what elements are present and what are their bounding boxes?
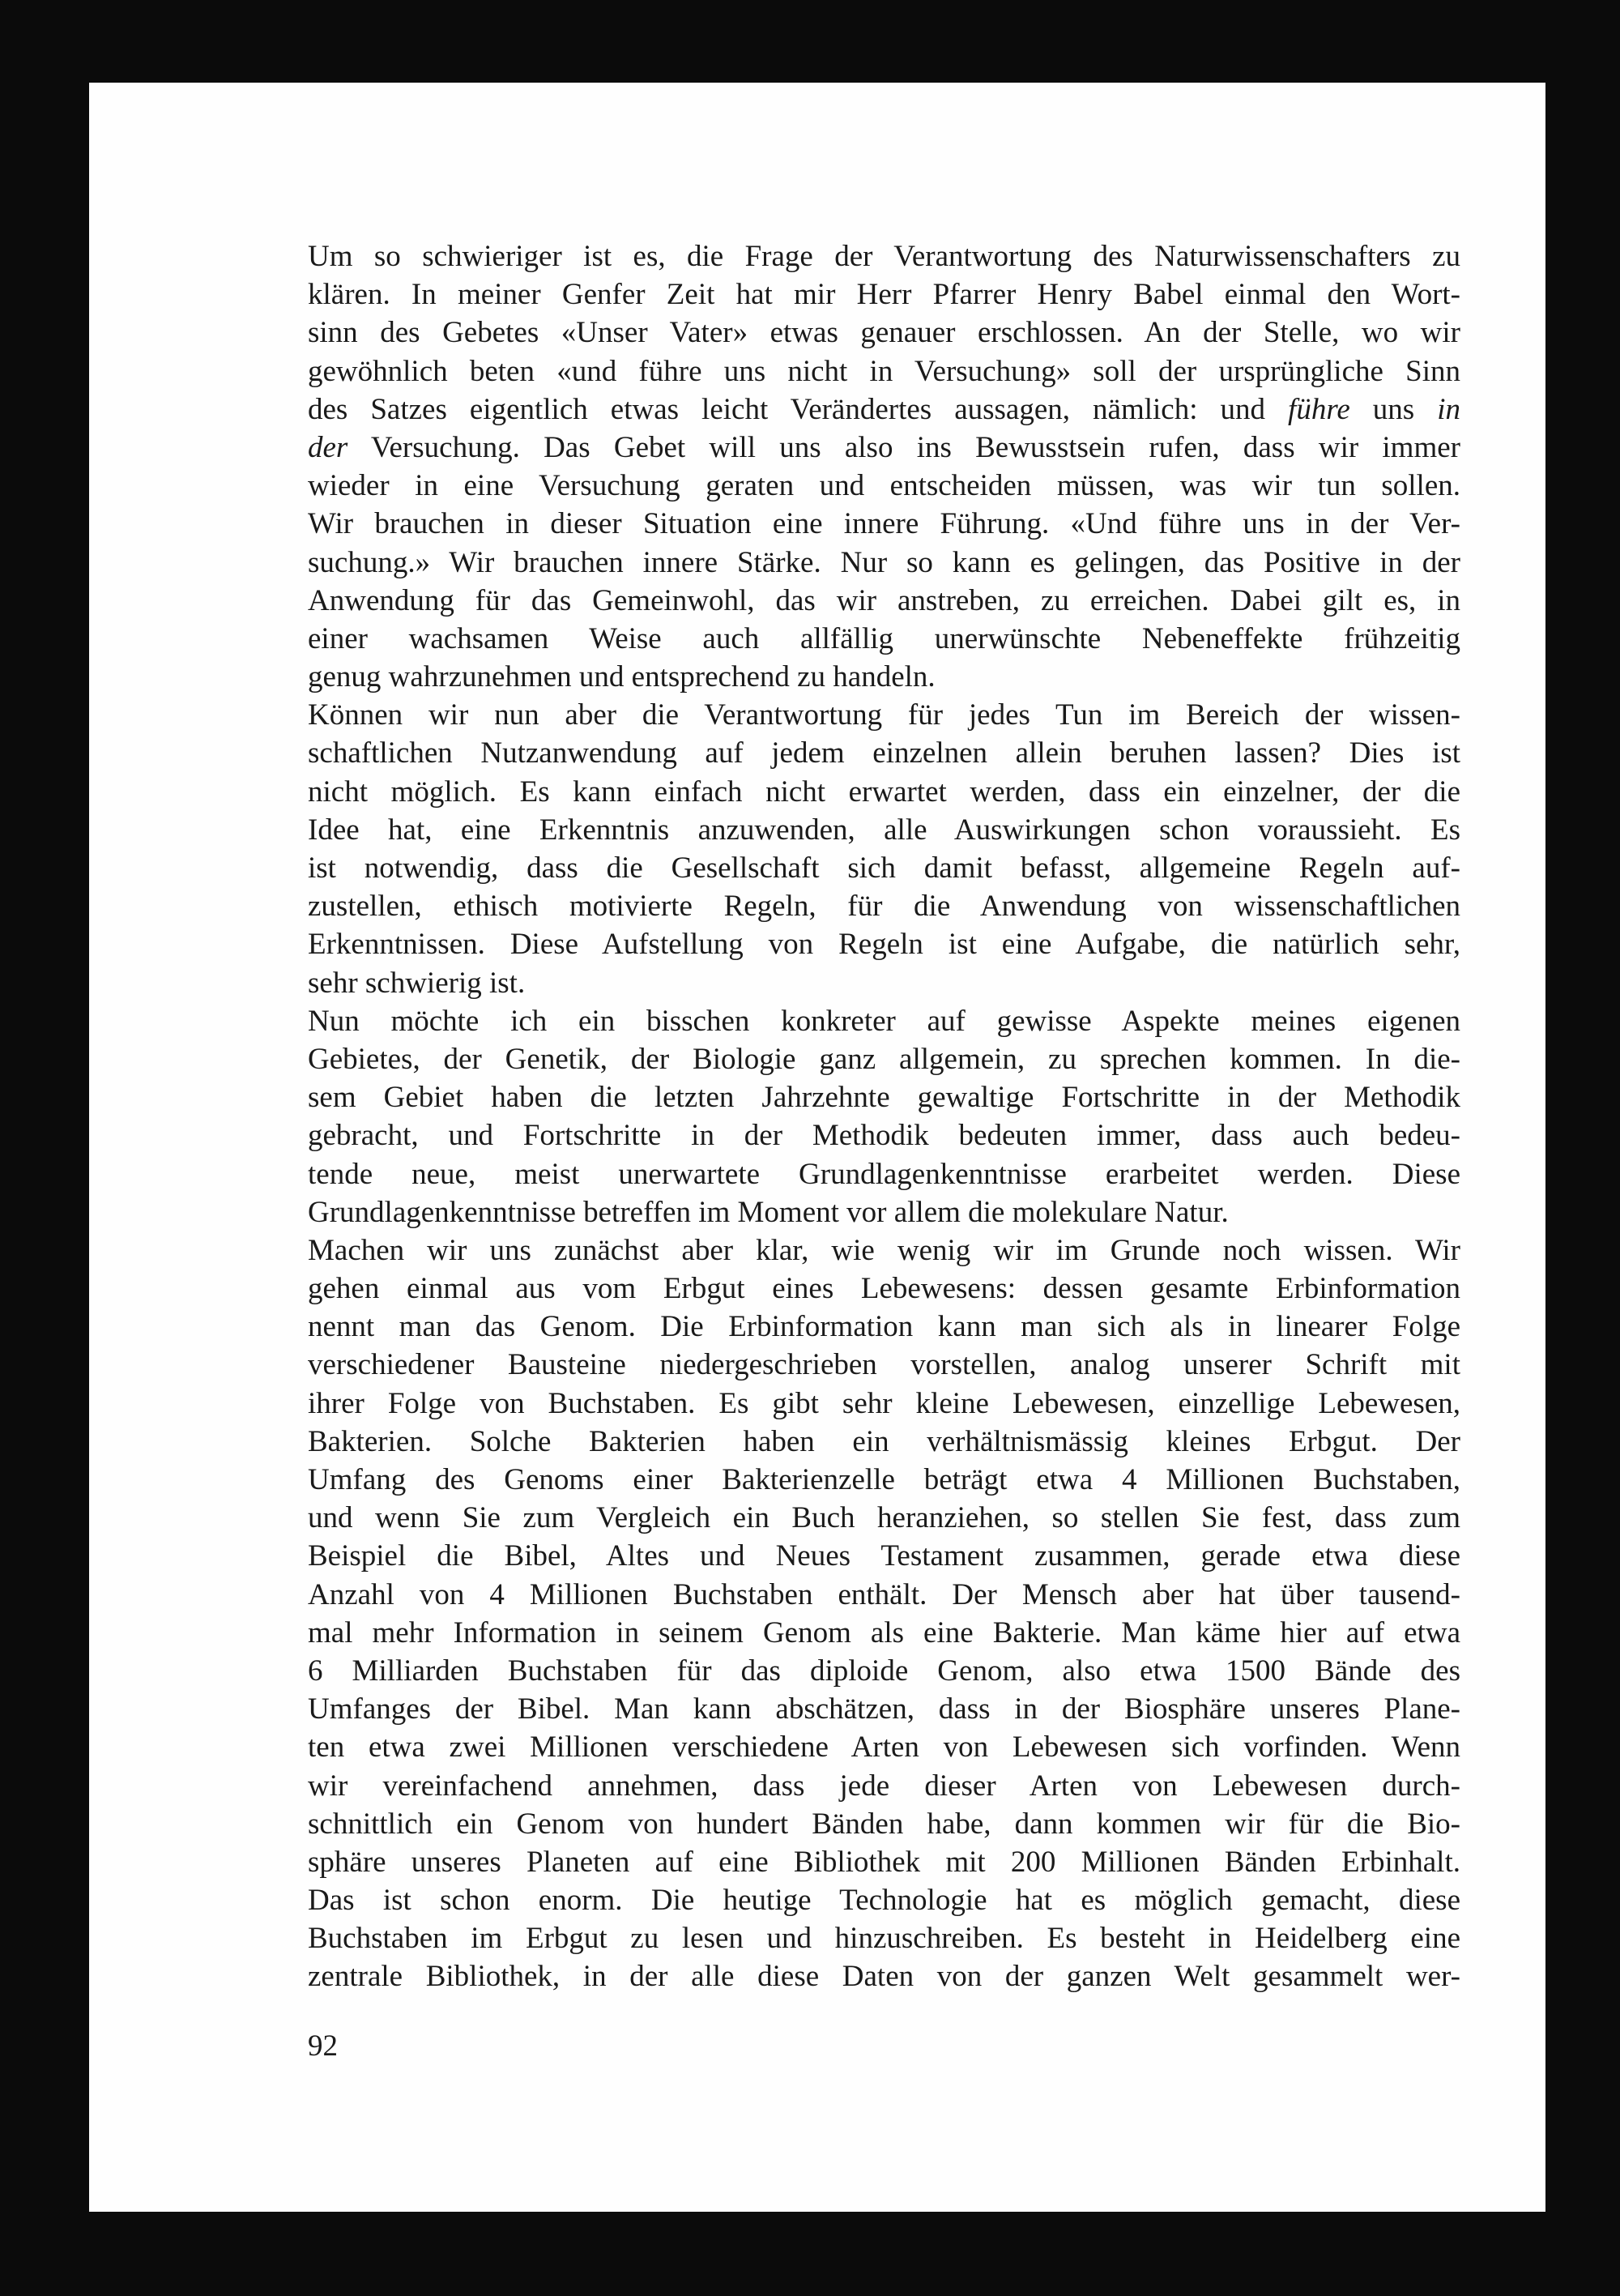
text-line	[308, 887, 1460, 925]
text-segment: Das ist schon enorm. Die heutige Technologie hat es möglich gemacht, diese	[308, 1884, 1460, 1918]
text-segment: Machen wir uns zunächst aber klar, wie wenig wir im Grunde noch wissen. Wir	[308, 1233, 1460, 1267]
italic-text: in	[1437, 392, 1460, 426]
text-segment: 6 Milliarden Buchstaben für das diploide Genom, also etwa 1500 Bände des	[308, 1654, 1460, 1688]
text-segment: nicht möglich. Es kann einfach nicht erwartet werden, dass ein einzelner, der die	[308, 775, 1460, 809]
text-line	[308, 1116, 1460, 1154]
text-segment: uns	[1349, 392, 1438, 426]
text-segment: mal mehr Information in seinem Genom als eine Bakterie. Man käme hier auf etwa	[308, 1615, 1460, 1649]
text-segment: Beispiel die Bibel, Altes und Neues Testament zusammen, gerade etwa diese	[308, 1539, 1460, 1573]
text-line	[308, 314, 1460, 352]
text-segment: und wenn Sie zum Vergleich ein Buch heranziehen, so stellen Sie fest, dass zum	[308, 1501, 1460, 1535]
text-line	[308, 1805, 1460, 1843]
text-segment: Gebietes, der Genetik, der Biologie ganz allgemein, zu sprechen kommen. In die-	[308, 1042, 1460, 1076]
text-segment: verschiedener Bausteine niedergeschrieben vorstellen, analog unserer Schrift mit	[308, 1348, 1460, 1382]
text-segment: ist notwendig, dass die Gesellschaft sich damit befasst, allgemeine Regeln auf-	[308, 851, 1460, 885]
text-segment: ten etwa zwei Millionen verschiedene Arten von Lebewesen sich vorfinden. Wenn	[308, 1731, 1460, 1765]
text-segment: Umfanges der Bibel. Man kann abschätzen, dass in der Biosphäre unseres Plane-	[308, 1692, 1460, 1726]
text-segment: sem Gebiet haben die letzten Jahrzehnte gewaltige Fortschritte in der Methodik	[308, 1081, 1460, 1115]
text-line	[308, 1423, 1460, 1461]
text-segment: Grundlagenkenntnisse betreffen im Moment vor allem die molekulare Natur.	[308, 1195, 1229, 1229]
body-text	[308, 237, 1460, 1996]
text-segment: zustellen, ethisch motivierte Regeln, für die Anwendung von wissenschaftlichen	[308, 890, 1460, 924]
text-line	[308, 1652, 1460, 1690]
text-line	[308, 1078, 1460, 1116]
text-segment: schaftlichen Nutzanwendung auf jedem einzelnen allein beruhen lassen? Dies ist	[308, 736, 1460, 770]
text-line	[308, 1957, 1460, 1995]
text-line	[308, 352, 1460, 390]
text-line	[308, 1155, 1460, 1193]
text-line	[308, 1614, 1460, 1652]
text-segment: tende neue, meist unerwartete Grundlagenkenntnisse erarbeitet werden. Diese	[308, 1157, 1460, 1191]
text-segment: wieder in eine Versuchung geraten und entscheiden müssen, was wir tun sollen.	[308, 469, 1460, 503]
text-line	[308, 1576, 1460, 1614]
text-segment: Um so schwieriger ist es, die Frage der Verantwortung des Naturwissenschafters zu	[308, 240, 1460, 273]
text-segment: klären. In meiner Genfer Zeit hat mir Herr Pfarrer Henry Babel einmal den Wort-	[308, 278, 1460, 312]
text-line	[308, 734, 1460, 772]
text-segment: wir vereinfachend annehmen, dass jede dieser Arten von Lebewesen durch-	[308, 1769, 1460, 1803]
text-line	[308, 544, 1460, 582]
text-segment: des Satzes eigentlich etwas leicht Verändertes aussagen, nämlich: und	[308, 392, 1289, 426]
text-line	[308, 1270, 1460, 1308]
text-segment: sphäre unseres Planeten auf eine Bibliothek mit 200 Millionen Bänden Erbinhalt.	[308, 1845, 1460, 1879]
text-line	[308, 1040, 1460, 1078]
text-line	[308, 467, 1460, 505]
text-segment: suchung.» Wir brauchen innere Stärke. Nur so kann es gelingen, das Positive in der	[308, 545, 1460, 579]
text-line	[308, 1767, 1460, 1805]
text-line	[308, 1385, 1460, 1423]
text-segment: einer wachsamen Weise auch allfällig unerwünschte Nebeneffekte frühzeitig	[308, 621, 1460, 655]
text-line	[308, 237, 1460, 275]
text-segment: genug wahrzunehmen und entsprechend zu handeln.	[308, 660, 936, 694]
text-segment: Versuchung. Das Gebet will uns also ins Bewusstsein rufen, dass wir immer	[347, 430, 1460, 464]
text-line	[308, 811, 1460, 849]
text-segment: sinn des Gebetes «Unser Vater» etwas genauer erschlossen. An der Stelle, wo wir	[308, 316, 1460, 350]
text-line	[308, 1346, 1460, 1384]
text-segment: schnittlich ein Genom von hundert Bänden habe, dann kommen wir für die Bio-	[308, 1807, 1460, 1841]
text-line	[308, 696, 1460, 734]
text-line	[308, 964, 1460, 1002]
text-segment: nennt man das Genom. Die Erbinformation kann man sich als in linearer Folge	[308, 1310, 1460, 1344]
text-line	[308, 1881, 1460, 1919]
text-segment: Buchstaben im Erbgut zu lesen und hinzuschreiben. Es besteht in Heidelberg eine	[308, 1922, 1460, 1956]
text-segment: Können wir nun aber die Verantwortung für jedes Tun im Bereich der wissen-	[308, 698, 1460, 732]
text-line	[308, 620, 1460, 658]
text-segment: Idee hat, eine Erkenntnis anzuwenden, alle Auswirkungen schon voraussieht. Es	[308, 813, 1460, 847]
text-line	[308, 1002, 1460, 1040]
text-line	[308, 1537, 1460, 1575]
text-line	[308, 925, 1460, 963]
text-segment: ihrer Folge von Buchstaben. Es gibt sehr kleine Lebewesen, einzellige Lebewesen,	[308, 1386, 1460, 1420]
text-segment: Anwendung für das Gemeinwohl, das wir anstreben, zu erreichen. Dabei gilt es, in	[308, 583, 1460, 617]
text-segment: Bakterien. Solche Bakterien haben ein verhältnismässig kleines Erbgut. Der	[308, 1424, 1460, 1458]
text-segment: gehen einmal aus vom Erbgut eines Lebewesens: dessen gesamte Erbinformation	[308, 1272, 1460, 1306]
page-number: 92	[308, 2029, 338, 2063]
text-segment: Erkenntnissen. Diese Aufstellung von Regeln ist eine Aufgabe, die natürlich sehr,	[308, 928, 1460, 962]
text-segment: zentrale Bibliothek, in der alle diese Daten von der ganzen Welt gesammelt wer-	[308, 1960, 1460, 1994]
text-segment: sehr schwierig ist.	[308, 966, 526, 1000]
text-line	[308, 1308, 1460, 1346]
text-line	[308, 275, 1460, 314]
italic-text: der	[308, 430, 348, 464]
text-line	[308, 849, 1460, 887]
text-segment: gewöhnlich beten «und führe uns nicht in Versuchung» soll der ursprüngliche Sinn	[308, 354, 1460, 388]
text-line	[308, 429, 1460, 467]
text-segment: Umfang des Genoms einer Bakterienzelle beträgt etwa 4 Millionen Buchstaben,	[308, 1463, 1460, 1496]
text-line	[308, 1193, 1460, 1231]
text-line	[308, 658, 1460, 696]
scanned-page	[89, 83, 1545, 2212]
text-line	[308, 1231, 1460, 1270]
text-line	[308, 1461, 1460, 1499]
text-line	[308, 1728, 1460, 1766]
text-line	[308, 1690, 1460, 1728]
text-line	[308, 773, 1460, 811]
text-segment: Anzahl von 4 Millionen Buchstaben enthält. Der Mensch aber hat über tausend-	[308, 1577, 1460, 1611]
italic-text: führe	[1288, 392, 1350, 426]
text-segment: Nun möchte ich ein bisschen konkreter auf gewisse Aspekte meines eigenen	[308, 1004, 1460, 1038]
text-segment: Wir brauchen in dieser Situation eine innere Führung. «Und führe uns in der Ver-	[308, 507, 1460, 541]
text-line	[308, 390, 1460, 429]
text-line	[308, 1499, 1460, 1537]
text-line	[308, 582, 1460, 620]
text-line	[308, 505, 1460, 543]
text-line	[308, 1843, 1460, 1881]
text-line	[308, 1919, 1460, 1957]
text-segment: gebracht, und Fortschritte in der Methodik bedeuten immer, dass auch bedeu-	[308, 1119, 1460, 1153]
